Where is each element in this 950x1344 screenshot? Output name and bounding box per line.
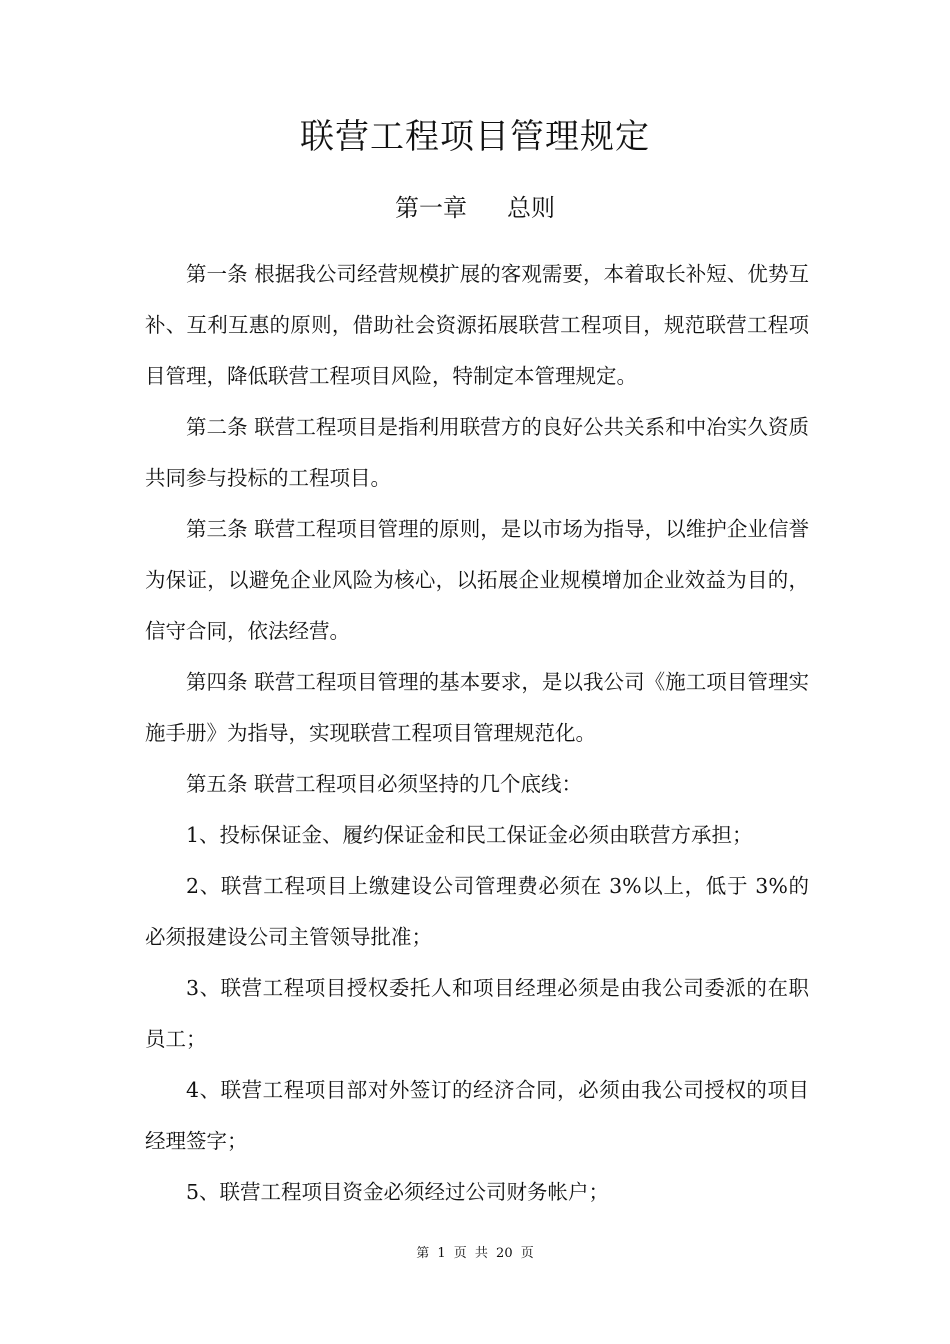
chapter-name: 总则 <box>507 194 555 222</box>
document-body <box>145 249 809 1218</box>
list-item-1: 1、投标保证金、履约保证金和民工保证金必须由联营方承担； <box>186 823 753 847</box>
paragraph-article-1: 第一条 根据我公司经营规模扩展的客观需要，本着取长补短、优势互补、互利互惠的原则，借助社会资源拓展联营工程项目，规范联营工程项目管理，降低联营工程项目风险，特制定本管理规定。 <box>145 262 809 388</box>
list-item-4: 4、联营工程项目部对外签订的经济合同，必须由我公司授权的项目经理签字； <box>145 1078 809 1153</box>
list-item-3: 3、联营工程项目授权委托人和项目经理必须是由我公司委派的在职员工； <box>145 976 809 1051</box>
paragraph-article-4: 第四条 联营工程项目管理的基本要求，是以我公司《施工项目管理实施手册》为指导，实现联营工程项目管理规范化。 <box>145 670 809 745</box>
chapter-heading <box>0 188 950 228</box>
page-footer: 第 1 页 共 20 页 <box>416 1246 534 1261</box>
paragraph-article-3: 第三条 联营工程项目管理的原则，是以市场为指导，以维护企业信誉为保证，以避免企业风险为核心，以拓展企业规模增加企业效益为目的，信守合同，依法经营。 <box>145 517 809 643</box>
chapter-number: 第一章 <box>395 194 467 222</box>
list-item-5: 5、联营工程项目资金必须经过公司财务帐户； <box>186 1180 610 1204</box>
document-title: 联营工程项目管理规定 <box>300 117 650 157</box>
list-item-2: 2、联营工程项目上缴建设公司管理费必须在 3%以上，低于 3%的必须报建设公司主管领导批准； <box>145 874 809 949</box>
paragraph-article-5: 第五条 联营工程项目必须坚持的几个底线： <box>186 772 583 796</box>
paragraph-article-2: 第二条 联营工程项目是指利用联营方的良好公共关系和中冶实久资质共同参与投标的工程项目。 <box>145 415 809 490</box>
